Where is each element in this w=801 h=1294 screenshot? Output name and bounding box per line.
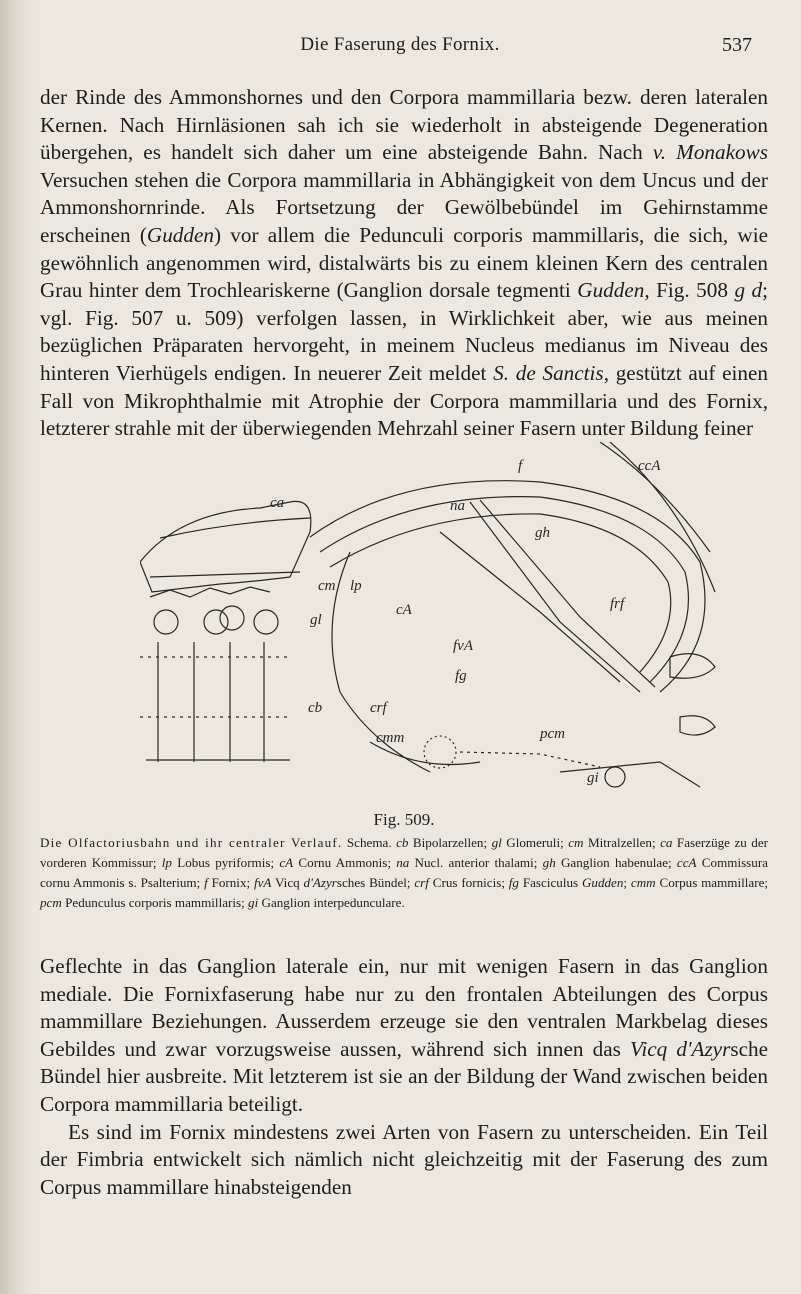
author-ref-gudden-2: Gudden: [577, 278, 645, 303]
caption-abbr: cb: [396, 835, 409, 850]
author-ref-monakow: v. Monakows: [652, 140, 768, 165]
label-gi: gi: [587, 770, 599, 786]
label-na: na: [450, 498, 465, 514]
page-number: 537: [722, 34, 752, 56]
olfactory-pathway-diagram: [140, 442, 720, 802]
page-edge-shadow: [0, 0, 34, 1294]
author-ref-de-sanctis: S. de Sanctis: [493, 360, 604, 385]
caption-abbr: pcm: [40, 895, 62, 910]
fornix-bundle-2: [480, 500, 655, 687]
caption-entry: Fasciculus: [518, 875, 582, 890]
figure-ref-gd: g d: [734, 278, 763, 303]
caption-entry: Crus fornicis;: [428, 875, 509, 890]
figure-caption: [40, 833, 768, 913]
caption-text-schema: Schema.: [342, 835, 397, 850]
label-cb: cb: [308, 700, 323, 716]
caption-abbr: na: [396, 855, 410, 870]
bipolar-dashes: [140, 657, 290, 717]
glomerulus-2: [204, 610, 228, 634]
label-gh: gh: [535, 525, 550, 541]
paragraph-2-text-2: sche Bündel hier ausbreite. Mit letzterem ist sie an der Bildung der Wand zwischen beiden Corpora mammillaria beteiligt.: [40, 1036, 768, 1116]
glomerulus-1: [154, 610, 178, 634]
label-gl: gl: [310, 612, 322, 628]
caption-abbr: d'Azyr: [303, 875, 337, 890]
figure-title: Fig. 509.: [373, 810, 435, 829]
bulb-outline: [140, 501, 311, 592]
caption-abbr: cmm: [630, 875, 656, 890]
caption-entry: Bipolarzellen;: [408, 835, 492, 850]
glomerulus-3: [220, 606, 244, 630]
paragraph-1-text-2: Versuchen stehen die Corpora mammillaria in Abhängigkeit von dem Uncus und der Ammonshornrinde. Als Fortsetzung der Gewölbebündel im Gehirnstamme erscheinen (: [40, 167, 768, 247]
running-title: Die Faserung des Fornix.: [300, 34, 500, 55]
label-cmm: cmm: [376, 730, 405, 746]
label-cA: cA: [396, 602, 412, 618]
label-cm: cm: [318, 578, 336, 594]
caption-abbr: gh: [542, 855, 556, 870]
paragraph-3: Es sind im Fornix mindestens zwei Arten von Fasern zu unterscheiden. Ein Teil der Fimbria entwickelt sich nämlich nicht gleichzeitig mit der Faserung des zum Corpus mammillare hinabsteigenden: [40, 1119, 768, 1199]
caption-abbr: gl: [491, 835, 502, 850]
book-page: [40, 0, 770, 1294]
caption-abbr: fvA: [253, 875, 272, 890]
caption-abbr: cA: [279, 855, 294, 870]
caption-entry: Ganglion interpedunculare.: [258, 895, 405, 910]
fornix-arc-mid: [320, 497, 688, 682]
glomerulus-4: [254, 610, 278, 634]
caption-abbr: lp: [161, 855, 172, 870]
caption-abbr: f: [204, 875, 208, 890]
caption-entry: Pedunculus corporis mammillaris;: [61, 895, 249, 910]
paragraph-2-text-1: Geflechte in das Ganglion laterale ein, nur mit wenigen Fasern in das Ganglion mediale. Die Fornixfaserung habe nur zu den frontalen Abteilungen des Corpus mammillare Beziehungen. Ausserdem erzeuge sie den ventralen Markbelag dieses Gebildes und zwar vorzugsweise aussen, während sich innen das: [40, 954, 768, 1061]
caption-abbr: Gudden: [581, 875, 624, 890]
caption-abbr: ccA: [676, 855, 697, 870]
caption-entry: Vicq: [271, 875, 304, 890]
caption-entry: Ganglion habenulae;: [555, 855, 677, 870]
caption-entry: ;: [623, 875, 631, 890]
fornix-arc-inner: [330, 514, 671, 672]
fornix-bundle-3: [440, 532, 620, 682]
interpeduncular-ganglion: [605, 767, 625, 787]
author-ref-vicq-dazyr: Vicq d'Azyr: [629, 1036, 731, 1061]
bulb-top-curve: [160, 518, 310, 538]
caption-entry: Lobus pyriformis;: [171, 855, 280, 870]
caption-entry: Commissura cornu Ammonis s. Psalterium;: [40, 855, 768, 890]
label-pcm: pcm: [540, 726, 565, 742]
mitral-arrows: [150, 587, 270, 597]
caption-abbr: ca: [660, 835, 673, 850]
caption-entry: Cornu Ammonis;: [293, 855, 397, 870]
lower-pathway: [560, 762, 700, 787]
caption-abbr: gi: [248, 895, 259, 910]
paragraph-1-text-6: , gestützt auf einen Fall von Mikrophthalmie mit Atrophie der Corpora mammillaria und des Fornix, letzterer strahle mit der überwiegenden Mehrzahl seiner Fasern unter Bildung feiner: [40, 360, 769, 441]
caption-abbr: cm: [568, 835, 584, 850]
label-frf: frf: [610, 596, 625, 612]
label-lp: lp: [350, 578, 362, 594]
label-ccA: ccA: [638, 458, 661, 474]
bipolar-columns: [158, 642, 264, 762]
bulb-inner-layer: [150, 572, 300, 577]
paragraph-1-text-4: , Fig. 508: [644, 278, 735, 303]
paragraph-2-3: [40, 953, 768, 1201]
caption-entry: sches Bündel;: [336, 875, 415, 890]
right-loop-2: [680, 716, 715, 735]
label-fvA: fvA: [453, 638, 473, 654]
paragraph-1-text-3: ) vor allem die Pedunculi corporis mammillaris, die sich, wie gewöhnlich angenommen wird, distalwärts bis zu einem kleinen Kern des centralen Grau hinter dem Trochleariskerne (Ganglion dorsale tegmenti: [40, 222, 769, 303]
mammillary-peduncle: [460, 752, 600, 767]
running-header: [40, 34, 760, 64]
paragraph-1-text-5: ; vgl. Fig. 507 u. 509) verfolgen lassen, in Wirklichkeit aber, wie aus meinen bezüglichen Präparaten hervorgeht, in meinem Nucleus medianus im Niveau des hinteren Vierhügels endigen. In neuerer Zeit meldet: [40, 278, 769, 385]
caption-entry: Fornix;: [207, 875, 254, 890]
caption-entry: Mitralzellen;: [583, 835, 661, 850]
author-ref-gudden: Gudden: [146, 222, 214, 247]
right-loop: [670, 654, 715, 679]
caption-abbr: fg: [508, 875, 519, 890]
label-ca: ca: [270, 495, 285, 511]
paragraph-1-text-1: der Rinde des Ammonshornes und den Corpora mammillaria bezw. deren lateralen Kernen. Nach Hirnläsionen sah ich sie wiederholt in absteigende Degeneration übergehen, es handelt sich daher um eine absteigende Bahn. Nach: [40, 85, 768, 165]
label-f: f: [518, 458, 523, 474]
caption-entry: Glomeruli;: [501, 835, 569, 850]
caption-entry: Nucl. anterior thalami;: [409, 855, 543, 870]
caption-abbr: crf: [414, 875, 429, 890]
label-fg: fg: [455, 668, 467, 684]
paragraph-2: [40, 953, 768, 1119]
caption-entry: Faserzüge zu der vorderen Kommissur;: [40, 835, 769, 870]
label-crf: crf: [370, 700, 387, 716]
caption-lead: Die Olfactoriusbahn und ihr centraler Verlauf.: [40, 835, 343, 850]
paragraph-1: [40, 84, 768, 443]
caption-entry: Corpus mammillare;: [655, 875, 769, 890]
